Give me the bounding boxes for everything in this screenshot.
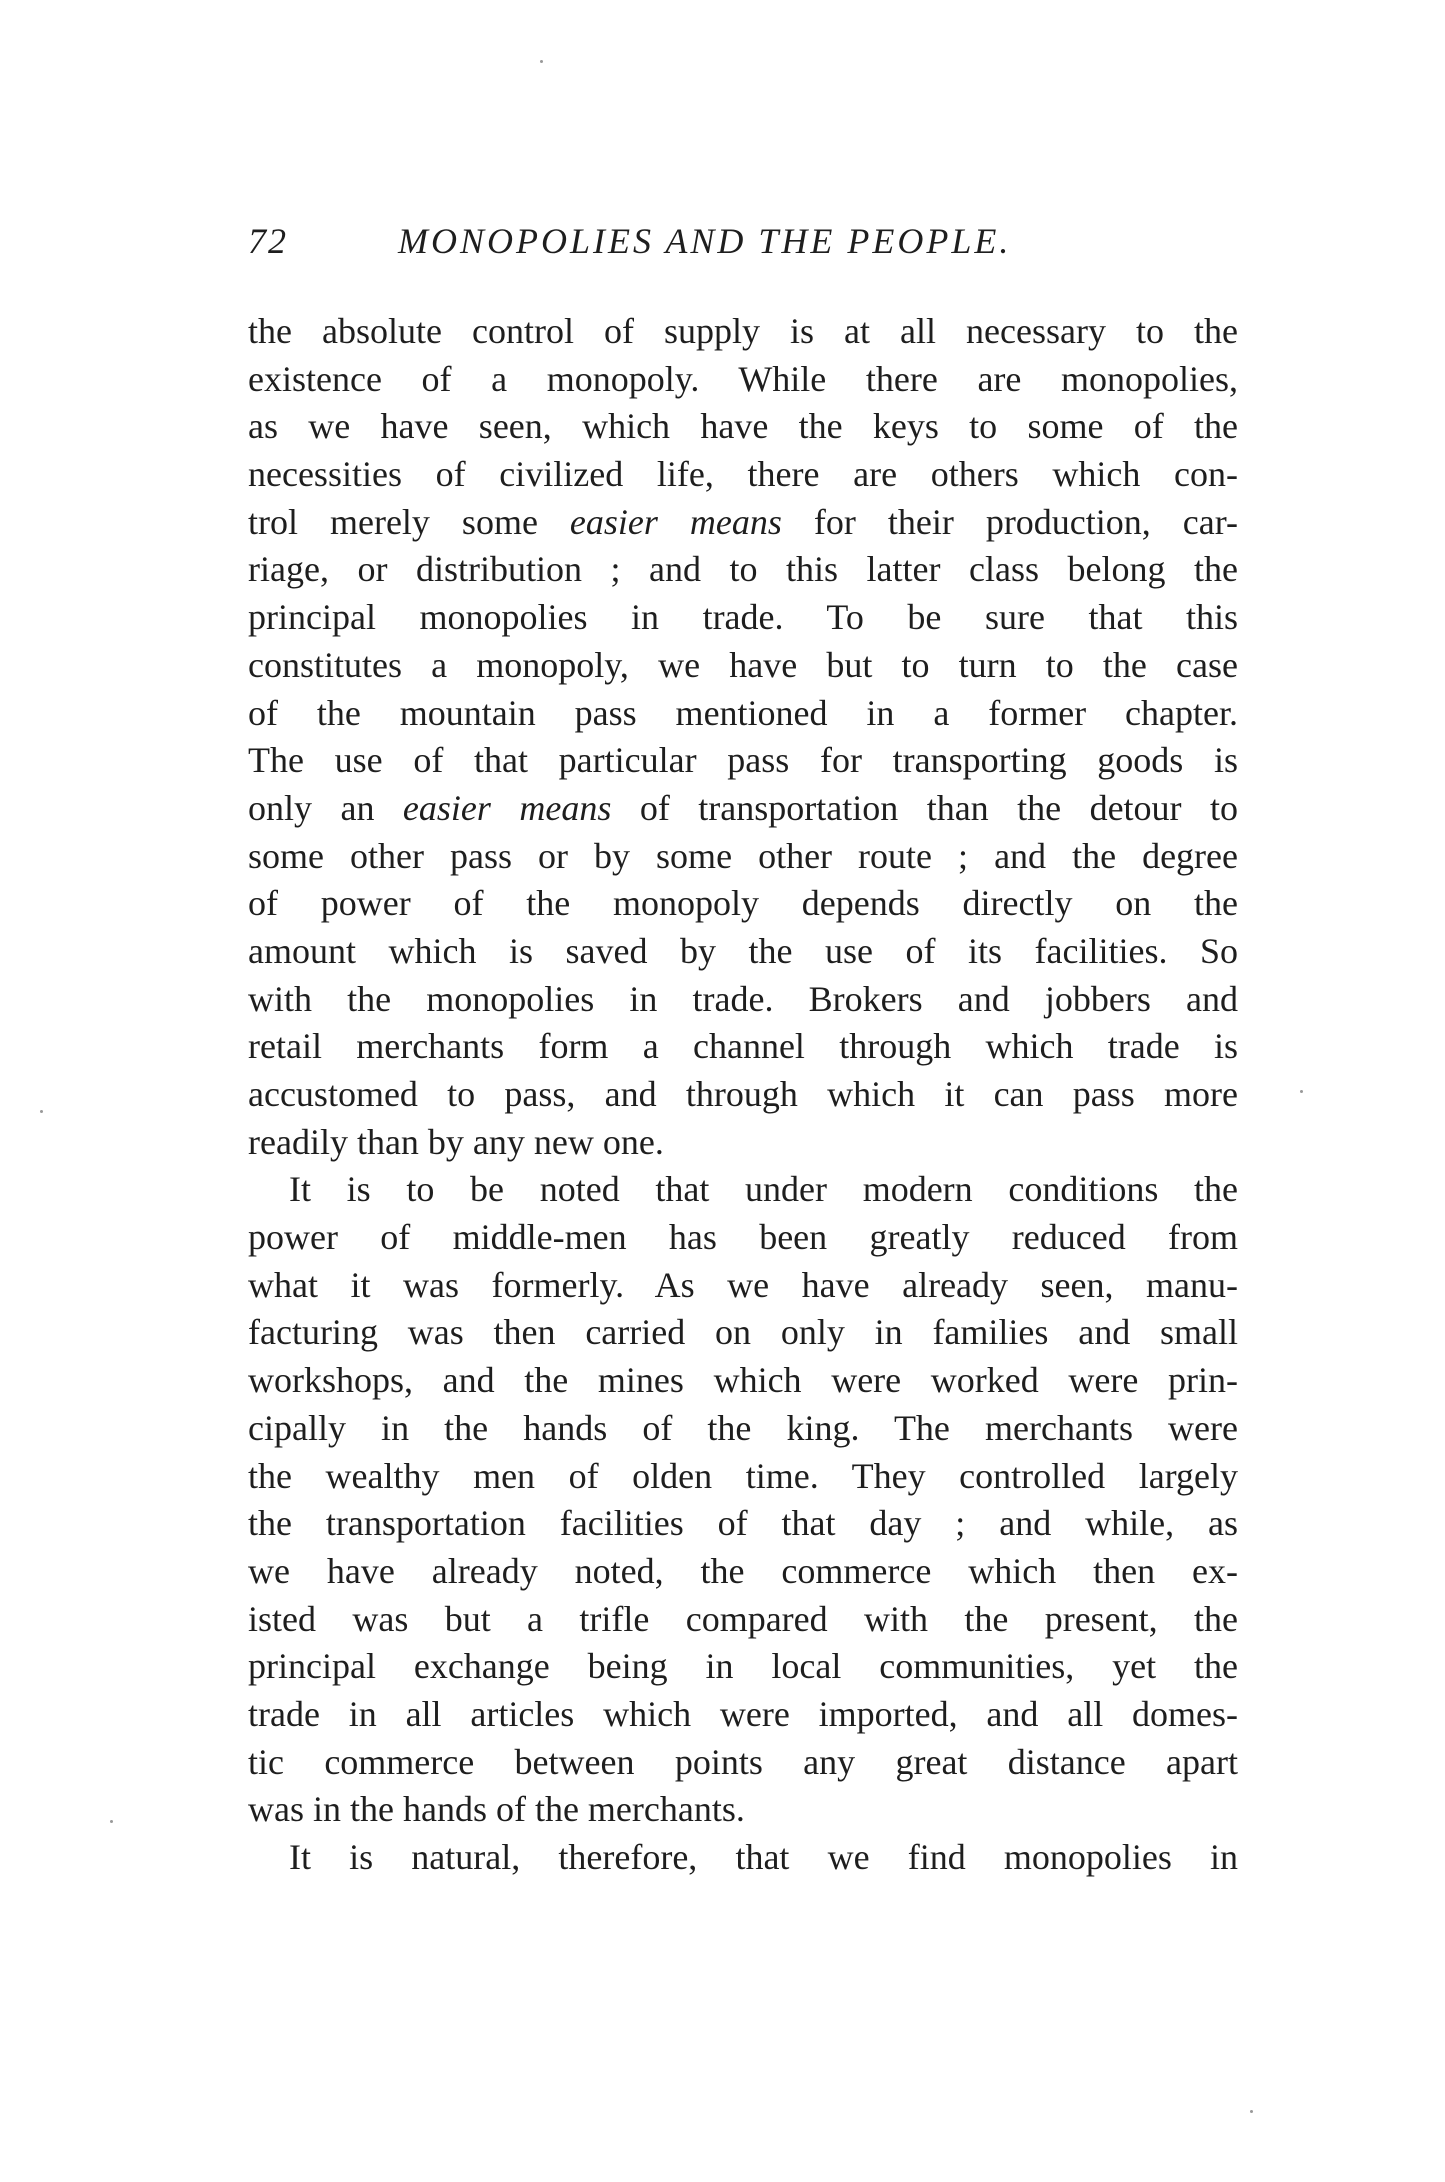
italic-emphasis: easier means (402, 787, 612, 828)
text-line: trade in all articles which were imported, and all domes- (248, 1693, 1238, 1734)
running-head (248, 220, 1238, 270)
text-line: of power of the monopoly depends directly on the (248, 883, 1238, 924)
text-line: power of middle-men has been greatly reduced from (248, 1217, 1238, 1258)
text-line: tic commerce between points any great distance apart (248, 1741, 1238, 1782)
text-line: cipally in the hands of the king. The merchants were (248, 1407, 1238, 1448)
text-line (248, 785, 1238, 833)
text-line: of the mountain pass mentioned in a former chapter. (248, 692, 1238, 733)
text-line: what it was formerly. As we have already seen, manu- (248, 1264, 1238, 1305)
text-line: isted was but a trifle compared with the present, the (248, 1598, 1238, 1639)
page-number: 72 (248, 221, 288, 261)
text-line: facturing was then carried on only in families and small (248, 1312, 1238, 1353)
text-run: trol merely some (248, 501, 570, 542)
text-line: some other pass or by some other route ; and the degree (248, 835, 1238, 876)
text-line: the wealthy men of olden time. They controlled largely (248, 1455, 1238, 1496)
paragraph-first-line: It is to be noted that under modern conditions the (289, 1169, 1238, 1210)
paper-speck (540, 60, 543, 63)
text-line: principal exchange being in local communities, yet the (248, 1646, 1238, 1687)
text-line: was in the hands of the merchants. (248, 1789, 745, 1830)
text-line: we have already noted, the commerce which then ex- (248, 1550, 1238, 1591)
text-line: existence of a monopoly. While there are monopolies, (248, 358, 1238, 399)
text-line: the transportation facilities of that day ; and while, as (248, 1503, 1238, 1544)
text-line: as we have seen, which have the keys to some of the (248, 406, 1238, 447)
text-line: amount which is saved by the use of its facilities. So (248, 930, 1238, 971)
text-line: with the monopolies in trade. Brokers and jobbers and (248, 978, 1238, 1019)
text-line: principal monopolies in trade. To be sure that this (248, 597, 1238, 638)
text-line (248, 499, 1238, 547)
text-line: the absolute control of supply is at all necessary to the (248, 311, 1238, 351)
text-line: retail merchants form a channel through which trade is (248, 1026, 1238, 1067)
text-line: The use of that particular pass for transporting goods is (248, 740, 1238, 781)
text-run: for their production, car- (781, 501, 1238, 542)
text-run: only an (248, 787, 403, 828)
paper-speck (110, 1820, 113, 1823)
text-line: accustomed to pass, and through which it can pass more (248, 1074, 1238, 1114)
text-line: constitutes a monopoly, we have but to turn to the case (248, 644, 1238, 685)
paper-speck (40, 1110, 43, 1113)
text-line: riage, or distribution ; and to this latter class belong the (248, 549, 1238, 590)
body-text (248, 308, 1238, 1882)
text-line: necessities of civilized life, there are others which con- (248, 454, 1238, 495)
running-title: MONOPOLIES AND THE PEOPLE. (398, 221, 1012, 261)
paper-speck (1300, 1090, 1303, 1093)
text-line: workshops, and the mines which were worked were prin- (248, 1360, 1238, 1401)
paper-speck (1250, 2110, 1253, 2113)
italic-emphasis: easier means (569, 501, 782, 542)
text-run: of transportation than the detour to (611, 787, 1238, 828)
paragraph-first-line: It is natural, therefore, that we find monopolies in (289, 1837, 1238, 1877)
text-line: readily than by any new one. (248, 1121, 664, 1162)
